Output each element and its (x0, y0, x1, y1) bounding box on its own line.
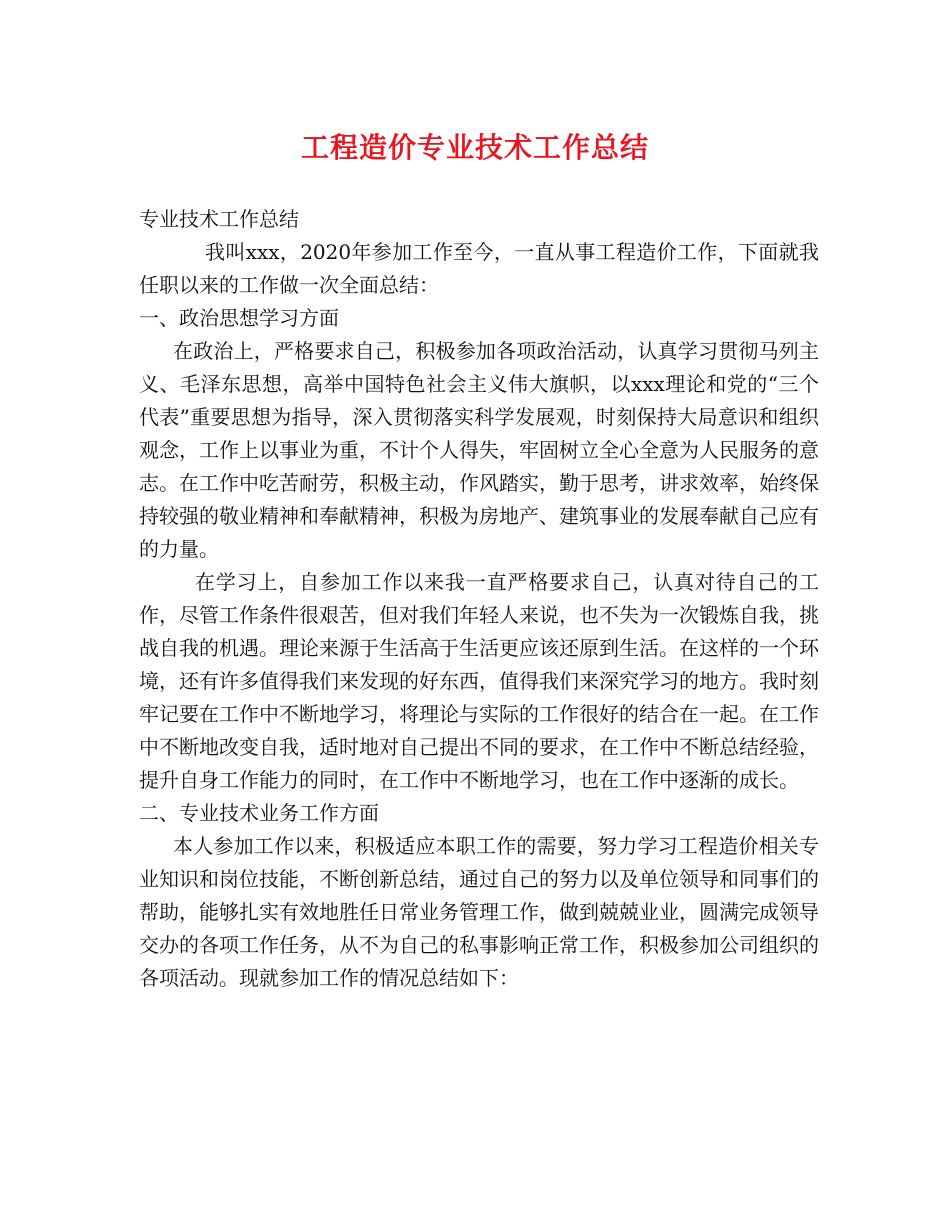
study-paragraph: 在学习上，自参加工作以来我一直严格要求自己，认真对待自己的工作，尽管工作条件很艰苦，但对我们年轻人来说，也不失为一次锻炼自我，挑战自我的机遇。理论来源于生活高于生活更应该还原到生活。在这样的一个环境，还有许多值得我们来发现的好东西，值得我们来深究学习的地方。我时刻牢记要在工作中不断地学习，将理论与实际的工作很好的结合在一起。在工作中不断地改变自我，适时地对自己提出不同的要求，在工作中不断总结经验，提升自身工作能力的同时，在工作中不断地学习，也在工作中逐渐的成长。 (139, 570, 819, 792)
section-heading-technical: 二、专业技术业务工作方面 (139, 801, 379, 825)
intro-paragraph: 我叫xxx，2020年参加工作至今，一直从事工程造价工作，下面就我任职以来的工作做一次全面总结： (139, 240, 819, 297)
technical-paragraph: 本人参加工作以来，积极适应本职工作的需要，努力学习工程造价相关专业知识和岗位技能，不断创新总结，通过自己的努力以及单位领导和同事们的帮助，能够扎实有效地胜任日常业务管理工作，做到兢兢业业，圆满完成领导交办的各项工作任务，从不为自己的私事影响正常工作，积极参加公司组织的各项活动。现就参加工作的情况总结如下： (139, 834, 819, 990)
document-title: 工程造价专业技术工作总结 (300, 131, 649, 164)
section-heading-politics: 一、政治思想学习方面 (139, 306, 339, 330)
document-subtitle: 专业技术工作总结 (139, 207, 299, 231)
politics-paragraph: 在政治上，严格要求自己，积极参加各项政治活动，认真学习贯彻马列主义、毛泽东思想，高举中国特色社会主义伟大旗帜，以xxx理论和党的“三个代表”重要思想为指导，深入贯彻落实科学发展观，时刻保持大局意识和组织观念，工作上以事业为重，不计个人得失，牢固树立全心全意为人民服务的意志。在工作中吃苦耐劳，积极主动，作风踏实，勤于思考，讲求效率，始终保持较强的敬业精神和奉献精神，积极为房地产、建筑事业的发展奉献自己应有的力量。 (139, 339, 819, 561)
document-body (139, 203, 819, 995)
